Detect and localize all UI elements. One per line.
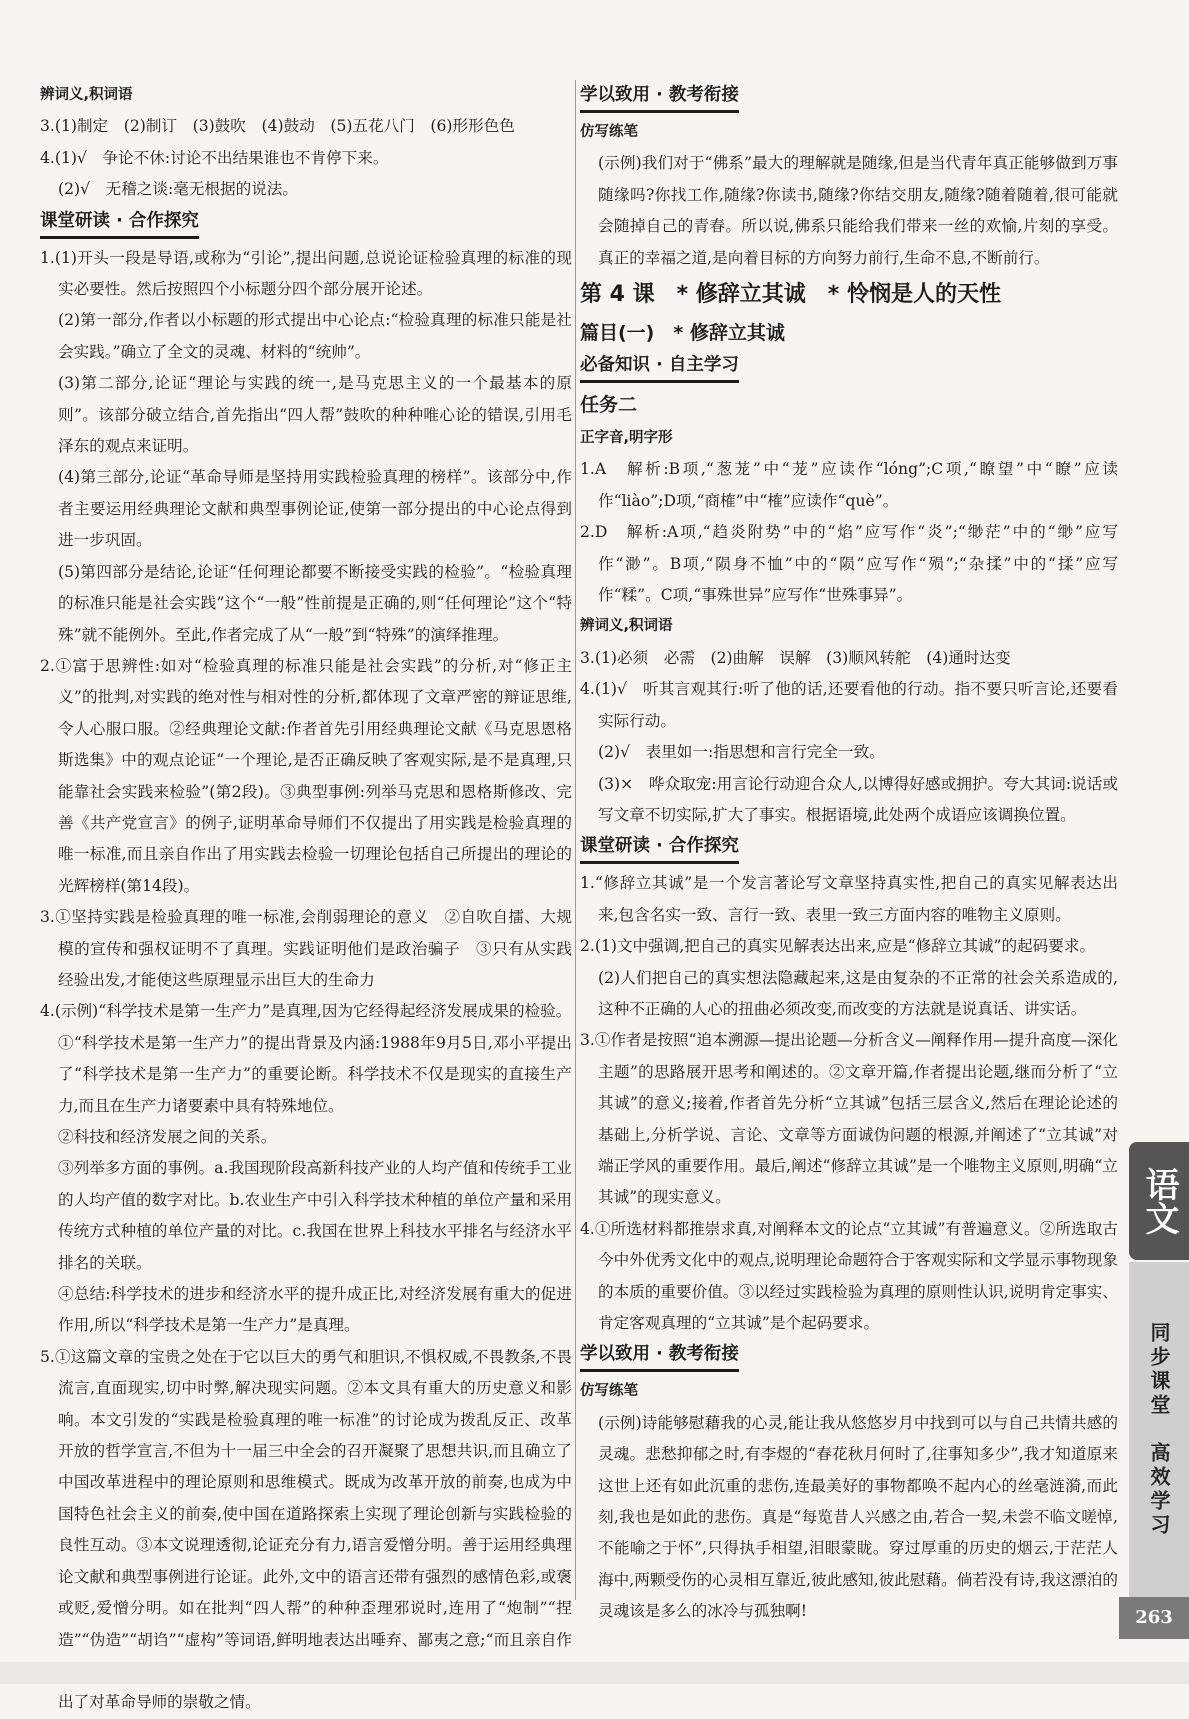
answer-paragraph: (3)× 哗众取宠:用言论行动迎合众人,以博得好感或拥护。夸大其词:说话或写文章不切实际,扩大了事实。根据语境,此处两个成语应该调换位置。 — [598, 774, 1118, 824]
answer-paragraph: 4.(示例)“科学技术是第一生产力”是真理,因为它经得起经济发展成果的检验。 — [40, 1002, 572, 1021]
answer-paragraph: (4)第三部分,论证“革命导师是坚持用实践检验真理的榜样”。该部分中,作者主要运用经典理论文献和典型事例论证,使第一部分提出的中心论点得到进一步巩固。 — [58, 468, 572, 550]
answer-paragraph: (2)第一部分,作者以小标题的形式提出中心论点:“检验真理的标准只能是社会实践。”确立了全文的灵魂、材料的“统帅”。 — [58, 311, 572, 361]
answer-paragraph: 4.①所选材料都推崇求真,对阐释本文的论点“立其诚”有普遍意义。②所选取古今中外优秀文化中的观点,说明理论命题符合于客观实际和文学显示事物现象的本质的重要价值。③以经过实践检验为真理的原则性认识,说明肯定事实、肯定客观真理的“立其诚”是个起码要求。 — [580, 1219, 1118, 1332]
answer-paragraph: ③列举多方面的事例。a.我国现阶段高新科技产业的人均产值和传统手工业的人均产值的数字对比。b.农业生产中引入科学技术种植的单位产量和采用传统方式种植的单位产量的对比。c.我国在世界上科技水平排名与经济水平排名的关联。 — [58, 1159, 572, 1272]
right-column — [580, 80, 1118, 1628]
answer-paragraph: ②科技和经济发展之间的关系。 — [58, 1128, 277, 1146]
section-title: 学以致用 · 教考衔接 — [580, 82, 739, 113]
section-title: 课堂研读 · 合作探究 — [580, 833, 739, 864]
answer-line: 3.(1)必须 必需 (2)曲解 误解 (3)顺风转舵 (4)通时达变 — [580, 648, 1011, 667]
answer-paragraph: 2.(1)文中强调,把自己的真实见解表达出来,应是“修辞立其诚”的起码要求。 — [580, 937, 1096, 956]
section-title: 必备知识 · 自主学习 — [580, 352, 739, 383]
section-title: 课堂研读 · 合作探究 — [40, 208, 199, 239]
answer-paragraph: 3.①坚持实践是检验真理的唯一标准,会削弱理论的意义 ②自吹自擂、大规模的宣传和强权证明不了真理。实践证明他们是政治骗子 ③只有从实践经验出发,才能使这些原理显示出巨大的生命力 — [40, 908, 572, 989]
section-title: 学以致用 · 教考衔接 — [580, 1341, 739, 1372]
answer-line: 3.(1)制定 (2)制订 (3)鼓吹 (4)鼓动 (5)五花八门 (6)形形色色 — [40, 117, 515, 136]
answer-line: (2)√ 表里如一:指思想和言行完全一致。 — [598, 743, 885, 762]
bottom-margin — [0, 1662, 1189, 1684]
subject-tab: 语文 — [1129, 1142, 1189, 1260]
section-subheading: 仿写练笔 — [580, 124, 638, 140]
section-subheading: 仿写练笔 — [580, 1383, 638, 1400]
section-subheading: 辨词义,积词语 — [580, 618, 673, 635]
answer-paragraph: 3.①作者是按照“追本溯源—提出论题—分析含义—阐释作用—提升高度—深化主题”的思路展开思考和阐述的。②文章开篇,作者提出论题,继而分析了“立其诚”的意义;接着,作者首先分析“立其诚”包括三层含义,然后在理论论述的基础上,分析学说、言论、文章等方面诚伪问题的根源,并阐述了“立其诚”对端正学风的重要作用。最后,阐述“修辞立其诚”是一个唯物主义原则,明确“立其诚”的现实意义。 — [580, 1031, 1118, 1207]
page-number: 263 — [1119, 1597, 1189, 1639]
answer-paragraph: (5)第四部分是结论,论证“任何理论都要不断接受实践的检验”。“检验真理的标准只能是社会实践”这个“一般”性前提是正确的,则“任何理论”这个“特殊”就不能例外。至此,作者完成了从“一般”到“特殊”的演绎推理。 — [58, 562, 572, 644]
answer-line: 4.(1)√ 争论不休:讨论不出结果谁也不肯停下来。 — [40, 148, 389, 167]
answer-paragraph: 2.①富于思辨性:如对“检验真理的标准只能是社会实践”的分析,对“修正主义”的批判,对实践的绝对性与相对性的分析,都体现了文章严密的辩证思维,令人心服口服。②经典理论文献:作者首先引用经典理论文献《马克思恩格斯选集》中的观点论证“一个理论,是否正确反映了客观实际,是不是真理,只能靠社会实践来检验”(第2段)。③典型事例:列举马克思和恩格斯修改、完善《共产党宣言》的例子,证明革命导师们不仅提出了用实践是检验真理的唯一标准,而且亲自作出了用实践去检验一切理论包括自己所提出的理论的光辉榜样(第14段)。 — [40, 656, 572, 895]
piece-title: 篇目(一) * 修辞立其诚 — [580, 322, 785, 345]
answer-paragraph: 1.A 解析:B项,“葱茏”中“茏”应读作“lóng”;C项,“瞭望”中“瞭”应读作“liào”;D项,“商榷”中“榷”应读作“què”。 — [580, 460, 1118, 510]
task-title: 任务二 — [580, 394, 638, 417]
left-column — [40, 80, 572, 1719]
answer-paragraph: 1.(1)开头一段是导语,或称为“引论”,提出问题,总说论证检验真理的标准的现实必要性。然后按照四个小标题分四个部分展开论述。 — [40, 248, 572, 299]
answer-line: (2)√ 无稽之谈:毫无根据的说法。 — [58, 180, 298, 199]
writing-sample: (示例)诗能够慰藉我的心灵,能让我从悠悠岁月中找到可以与自己共情共感的灵魂。悲愁抑郁之时,有李煜的“春花秋月何时了,往事知多少”,我才知道原来这世上还有如此沉重的悲伤,连最美好的事物都唤不起内心的丝毫涟漪,而此刻,我也是如此的悲伤。真是“每览昔人兴感之由,若合一契,未尝不临文嗟悼,不能喻之于怀”,只得执手相望,泪眼蒙眬。穿过厚重的历史的烟云,于茫茫人海中,两颗受伤的心灵相互靠近,彼此感知,彼此慰藉。倘若没有诗,我这漂泊的灵魂该是多么的冰冷与孤独啊! — [598, 1413, 1118, 1621]
lesson-title: 第 4 课 * 修辞立其诚 * 怜悯是人的天性 — [580, 282, 1001, 308]
answer-paragraph: (3)第二部分,论证“理论与实践的统一,是马克思主义的一个最基本的原则”。该部分破立结合,首先指出“四人帮”鼓吹的种种唯心论的错误,引用毛泽东的观点来证明。 — [58, 374, 572, 456]
section-subheading: 正字音,明字形 — [580, 430, 673, 447]
answer-paragraph: ①“科学技术是第一生产力”的提出背景及内涵:1988年9月5日,邓小平提出了“科学技术是第一生产力”的重要论断。科学技术不仅是现实的直接生产力,而且在生产力诸要素中具有特殊地位。 — [58, 1033, 572, 1115]
writing-sample: (示例)我们对于“佛系”最大的理解就是随缘,但是当代青年真正能够做到万事随缘吗?你找工作,随缘?你读书,随缘?你结交朋友,随缘?随着随着,很可能就会随掉自己的青春。所以说,佛系只能给我们带来一丝的欢愉,片刻的享受。真正的幸福之道,是向着目标的方向努力前行,生命不息,不断前行。 — [598, 154, 1118, 267]
answer-paragraph: 4.(1)√ 听其言观其行:听了他的话,还要看他的行动。指不要只听言论,还要看实际行动。 — [580, 680, 1118, 730]
answer-paragraph: ④总结:科学技术的进步和经济水平的提升成正比,对经济发展有重大的促进作用,所以“科学技术是第一生产力”是真理。 — [58, 1285, 572, 1335]
section-subheading: 辨词义,积词语 — [40, 87, 133, 103]
answer-paragraph: 1.“修辞立其诚”是一个发言著论写文章坚持真实性,把自己的真实见解表达出来,包含名实一致、言行一致、表里一致三方面内容的唯物主义原则。 — [580, 874, 1118, 924]
answer-paragraph: 5.①这篇文章的宝贵之处在于它以巨大的勇气和胆识,不惧权威,不畏教条,不畏流言,直面现实,切中时弊,解决现实问题。②本文具有重大的历史意义和影响。本文引发的“实践是检验真理的唯一标准”的讨论成为拨乱反正、改革开放的哲学宣言,不但为十一届三中全会的召开凝聚了思想共识,而且确立了中国改革进程中的理论原则和思维模式。既成为改革开放的前奏,也成为中国特色社会主义的前奏,使中国在道路探索上实现了理论创新与实践检验的良性互动。③本文说理透彻,论证充分有力,语言爱憎分明。善于运用经典理论文献和典型事例进行论证。此外,文中的语言还带有强烈的感情色彩,或褒或贬,爱憎分明。如在批判“四人帮”的种种歪理邪说时,连用了“炮制”“捏造”“伪造”“胡诌”“虚构”等词语,鲜明地表达出唾弃、鄙夷之意;“而且亲自作 出了对革命导师的崇敬之情。 — [40, 1347, 572, 1712]
answer-paragraph: 2.D 解析:A项,“趋炎附势”中的“焰”应写作“炎”;“缈茫”中的“缈”应写作“渺”。B项,“陨身不恤”中的“陨”应写作“殒”;“杂揉”中的“揉”应写作“糅”。C项,“事殊世异”应写作“世殊事异”。 — [580, 523, 1118, 605]
column-divider — [575, 80, 576, 1600]
series-tab: 同步课堂 高效学习 — [1129, 1262, 1189, 1597]
answer-paragraph: (2)人们把自己的真实想法隐藏起来,这是由复杂的不正常的社会关系造成的,这种不正确的人心的扭曲必须改变,而改变的方法就是说真话、讲实话。 — [598, 968, 1118, 1018]
